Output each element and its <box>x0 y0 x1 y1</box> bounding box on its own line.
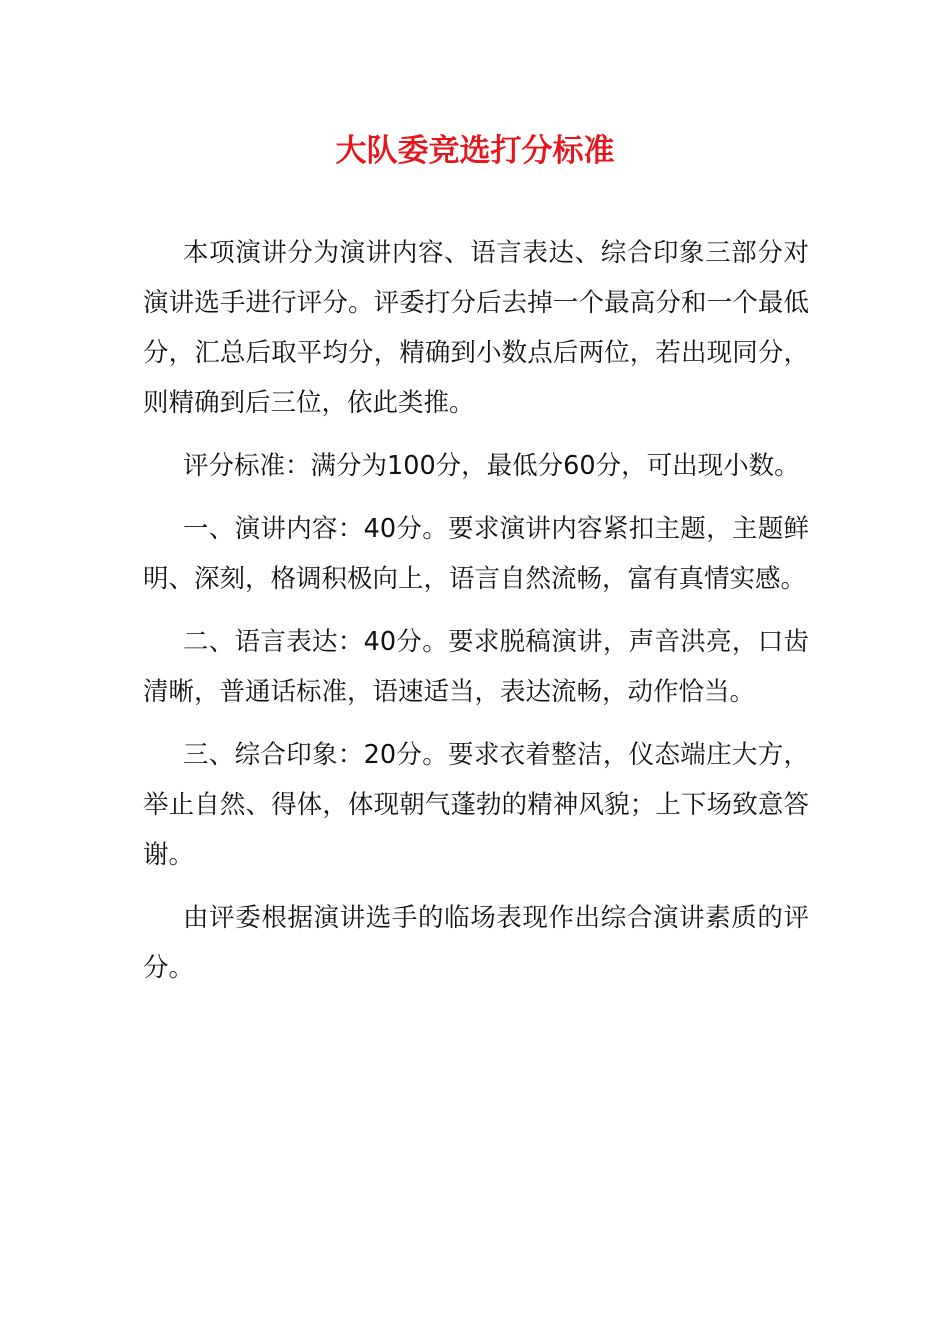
document-body <box>143 228 809 1006</box>
paragraph-speech-content: 一、演讲内容：40分。要求演讲内容紧扣主题，主题鲜明、深刻，格调积极向上，语言自然流畅，富有真情实感。 <box>143 514 809 594</box>
paragraph-intro: 本项演讲分为演讲内容、语言表达、综合印象三部分对演讲选手进行评分。评委打分后去掉一个最高分和一个最低分，汇总后取平均分，精确到小数点后两位，若出现同分，则精确到后三位，依此类推。 <box>143 238 809 418</box>
paragraph-conclusion: 由评委根据演讲选手的临场表现作出综合演讲素质的评分。 <box>143 903 809 983</box>
paragraph-overall-impression: 三、综合印象：20分。要求衣着整洁，仪态端庄大方，举止自然、得体，体现朝气蓬勃的精神风貌；上下场致意答谢。 <box>143 740 809 870</box>
paragraph-language-expression: 二、语言表达：40分。要求脱稿演讲，声音洪亮，口齿清晰，普通话标准，语速适当，表达流畅，动作恰当。 <box>143 627 809 707</box>
document-title: 大队委竞选打分标准 <box>335 133 615 169</box>
paragraph-scoring-standard: 评分标准：满分为100分，最低分60分，可出现小数。 <box>183 451 800 481</box>
